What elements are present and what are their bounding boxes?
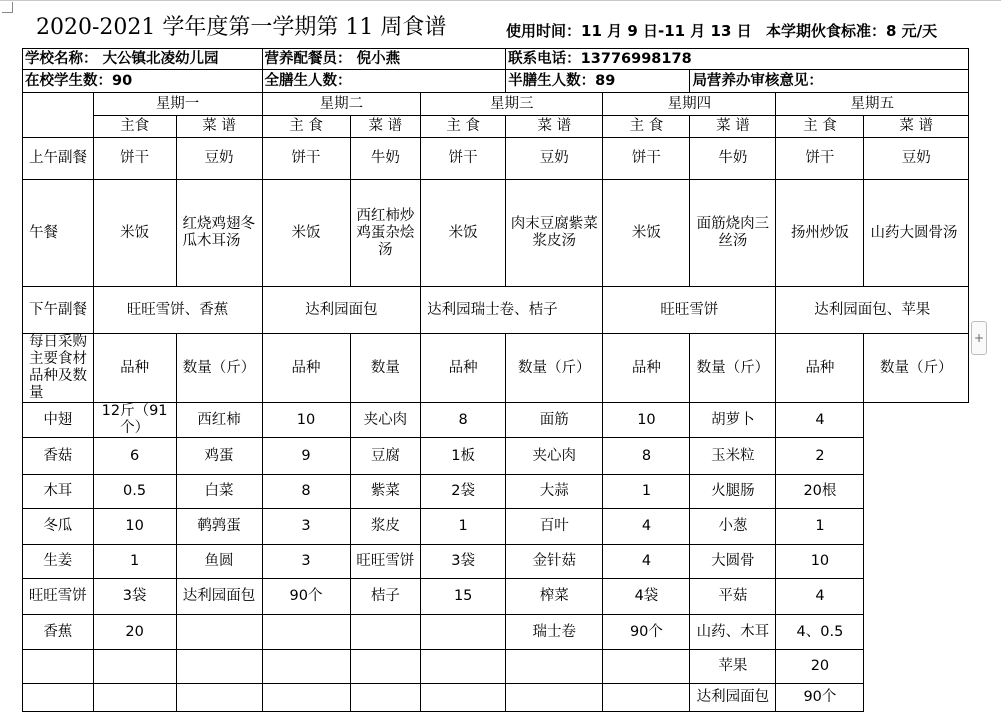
lunch-staple: 扬州炒饭 [776,180,864,287]
purchase-quantity: 10 [93,509,176,545]
purchase-variety: 百叶 [506,509,603,545]
variety-header: 品种 [421,334,506,403]
purchase-variety: 胡萝卜 [690,403,776,438]
purchase-variety: 旺旺雪饼 [350,545,421,579]
header-corner-cell [23,93,94,138]
staple-header: 主 食 [603,116,690,138]
lunch-label: 午餐 [23,180,94,287]
purchase-quantity: 3袋 [421,545,506,579]
lunch-row [23,180,969,287]
afternoon-item: 旺旺雪饼、香蕉 [93,287,262,334]
purchase-quantity [262,684,350,712]
purchase-row [23,579,969,615]
purchase-quantity: 4 [776,579,864,615]
morning-snack-label: 上午副餐 [23,138,94,180]
purchase-variety: 大蒜 [506,475,603,509]
purchase-variety: 鱼圆 [176,545,262,579]
staple-header: 主 食 [421,116,506,138]
school-name-cell [23,49,263,70]
morning-item: 牛奶 [350,138,421,180]
morning-snack-row [23,138,969,180]
purchase-quantity: 1 [603,475,690,509]
purchase-variety: 平菇 [690,579,776,615]
purchase-variety: 西红柿 [176,403,262,438]
quantity-header: 数量（斤） [864,334,969,403]
lunch-staple: 米饭 [603,180,690,287]
purchase-variety: 紫菜 [350,475,421,509]
purchase-quantity: 3 [262,545,350,579]
morning-item: 饼干 [421,138,506,180]
purchase-quantity [421,615,506,650]
menu-table [22,48,969,712]
purchase-quantity: 20 [93,615,176,650]
morning-item: 饼干 [93,138,176,180]
purchase-variety: 达利园面包 [690,684,776,712]
purchase-row [23,475,969,509]
purchase-quantity: 12斤（91个） [93,403,176,438]
purchase-variety [176,615,262,650]
lunch-dish: 红烧鸡翅冬瓜木耳汤 [176,180,262,287]
purchase-variety: 金针菇 [506,545,603,579]
top-border [0,0,1001,1]
purchase-variety: 桔子 [350,579,421,615]
info-row-2 [23,70,969,93]
purchase-variety: 山药、木耳 [690,615,776,650]
meal-standard: 本学期伙食标准：8 元/天 [766,22,938,40]
purchase-label: 每日采购主要食材品种及数量 [23,334,94,403]
lunch-dish: 面筋烧肉三丝汤 [690,180,776,287]
purchase-variety: 香蕉 [23,615,94,650]
purchase-quantity: 8 [421,403,506,438]
purchase-row [23,684,969,712]
staple-header: 主 食 [776,116,864,138]
dish-header: 菜 谱 [690,116,776,138]
morning-item: 牛奶 [690,138,776,180]
school-name: 大公镇北凌幼儿园 [102,50,219,67]
purchase-quantity [93,684,176,712]
nutritionist-name: 倪小燕 [356,50,401,67]
variety-header: 品种 [93,334,176,403]
purchase-variety: 榨菜 [506,579,603,615]
purchase-quantity [603,684,690,712]
purchase-variety: 苹果 [690,650,776,684]
lunch-staple: 米饭 [421,180,506,287]
purchase-row [23,403,969,438]
purchase-quantity: 8 [603,438,690,475]
morning-item: 豆奶 [864,138,969,180]
purchase-variety: 香菇 [23,438,94,475]
purchase-quantity: 8 [262,475,350,509]
purchase-quantity [93,650,176,684]
lunch-staple: 米饭 [93,180,176,287]
purchase-variety [176,684,262,712]
purchase-quantity: 4 [603,509,690,545]
quantity-header: 数量（斤） [690,334,776,403]
quantity-header: 数量（斤） [176,334,262,403]
purchase-quantity: 3袋 [93,579,176,615]
info-row-1 [23,49,969,70]
dish-header: 菜 谱 [350,116,421,138]
purchase-quantity: 9 [262,438,350,475]
purchase-variety: 生姜 [23,545,94,579]
purchase-variety [506,684,603,712]
dish-header: 菜 谱 [176,116,262,138]
purchase-quantity: 6 [93,438,176,475]
purchase-row [23,615,969,650]
purchase-variety: 小葱 [690,509,776,545]
purchase-quantity [262,650,350,684]
nutritionist-cell [262,49,506,70]
purchase-variety: 木耳 [23,475,94,509]
purchase-quantity: 10 [603,403,690,438]
dish-header: 菜 谱 [506,116,603,138]
morning-item: 饼干 [776,138,864,180]
purchase-quantity: 3 [262,509,350,545]
purchase-variety: 鹌鹑蛋 [176,509,262,545]
quantity-header: 数量（斤） [506,334,603,403]
day-header-row [23,93,969,116]
quantity-header: 数量 [350,334,421,403]
purchase-variety [176,650,262,684]
purchase-row [23,509,969,545]
purchase-quantity [421,650,506,684]
purchase-variety: 玉米粒 [690,438,776,475]
purchase-row [23,650,969,684]
school-label: 学校名称： [25,50,98,67]
afternoon-item: 达利园面包、苹果 [776,287,969,334]
purchase-quantity: 20根 [776,475,864,509]
purchase-variety [23,650,94,684]
purchase-variety: 夹心肉 [506,438,603,475]
purchase-quantity: 15 [421,579,506,615]
purchase-variety: 冬瓜 [23,509,94,545]
purchase-variety: 夹心肉 [350,403,421,438]
use-time: 使用时间：11 月 9 日-11 月 13 日 [506,22,752,40]
purchase-row [23,545,969,579]
lunch-staple: 米饭 [262,180,350,287]
day-friday: 星期五 [776,93,969,116]
purchase-quantity [421,684,506,712]
purchase-variety: 鸡蛋 [176,438,262,475]
purchase-quantity: 2袋 [421,475,506,509]
afternoon-snack-label: 下午副餐 [23,287,94,334]
purchase-quantity: 2 [776,438,864,475]
purchase-quantity: 0.5 [93,475,176,509]
purchase-variety [350,650,421,684]
day-thursday: 星期四 [603,93,776,116]
variety-header: 品种 [262,334,350,403]
afternoon-snack-row [23,287,969,334]
dish-header: 菜 谱 [864,116,969,138]
student-count-cell: 在校学生数：90 [23,70,263,93]
purchase-rows [23,403,969,712]
purchase-quantity: 90个 [262,579,350,615]
staple-header: 主食 [93,116,176,138]
purchase-variety [506,650,603,684]
review-cell: 局营养办审核意见： [690,70,969,93]
purchase-variety: 火腿肠 [690,475,776,509]
purchase-variety: 中翅 [23,403,94,438]
purchase-quantity: 1 [93,545,176,579]
page-corner-mark [2,2,13,13]
phone-cell: 联系电话：13776998178 [506,49,969,70]
morning-item: 豆奶 [176,138,262,180]
full-meal-cell: 全膳生人数： [262,70,506,93]
subheader-row [23,116,969,138]
day-monday: 星期一 [93,93,262,116]
lunch-dish: 西红柿炒鸡蛋杂烩汤 [350,180,421,287]
nutritionist-label: 营养配餐员： [264,50,352,67]
purchase-variety: 面筋 [506,403,603,438]
purchase-variety: 旺旺雪饼 [23,579,94,615]
purchase-header-row [23,334,969,403]
purchase-variety: 瑞士卷 [506,615,603,650]
afternoon-item: 旺旺雪饼 [603,287,776,334]
purchase-quantity: 10 [776,545,864,579]
lunch-dish: 肉末豆腐紫菜浆皮汤 [506,180,603,287]
purchase-quantity: 4、0.5 [776,615,864,650]
purchase-variety [350,615,421,650]
morning-item: 饼干 [603,138,690,180]
purchase-quantity: 1 [776,509,864,545]
purchase-variety: 豆腐 [350,438,421,475]
purchase-quantity: 1板 [421,438,506,475]
purchase-variety [23,684,94,712]
afternoon-item: 达利园瑞士卷、桔子 [421,287,603,334]
day-wednesday: 星期三 [421,93,603,116]
purchase-variety: 达利园面包 [176,579,262,615]
purchase-quantity: 90个 [776,684,864,712]
morning-item: 豆奶 [506,138,603,180]
purchase-variety: 大圆骨 [690,545,776,579]
lunch-dish: 山药大圆骨汤 [864,180,969,287]
purchase-variety: 白菜 [176,475,262,509]
variety-header: 品种 [776,334,864,403]
day-tuesday: 星期二 [262,93,421,116]
morning-item: 饼干 [262,138,350,180]
purchase-quantity [603,650,690,684]
plus-icon: + [973,331,985,345]
purchase-variety [350,684,421,712]
purchase-row [23,438,969,475]
half-meal-cell: 半膳生人数：89 [506,70,690,93]
purchase-quantity: 1 [421,509,506,545]
sidebar-expand-button[interactable] [971,321,987,355]
purchase-quantity: 90个 [603,615,690,650]
afternoon-item: 达利园面包 [262,287,421,334]
staple-header: 主 食 [262,116,350,138]
purchase-quantity: 4袋 [603,579,690,615]
purchase-quantity: 10 [262,403,350,438]
page-title: 2020-2021 学年度第一学期第 11 周食谱 [36,15,447,40]
purchase-quantity: 4 [776,403,864,438]
variety-header: 品种 [603,334,690,403]
purchase-variety: 浆皮 [350,509,421,545]
purchase-quantity [262,615,350,650]
purchase-quantity: 20 [776,650,864,684]
purchase-quantity: 4 [603,545,690,579]
